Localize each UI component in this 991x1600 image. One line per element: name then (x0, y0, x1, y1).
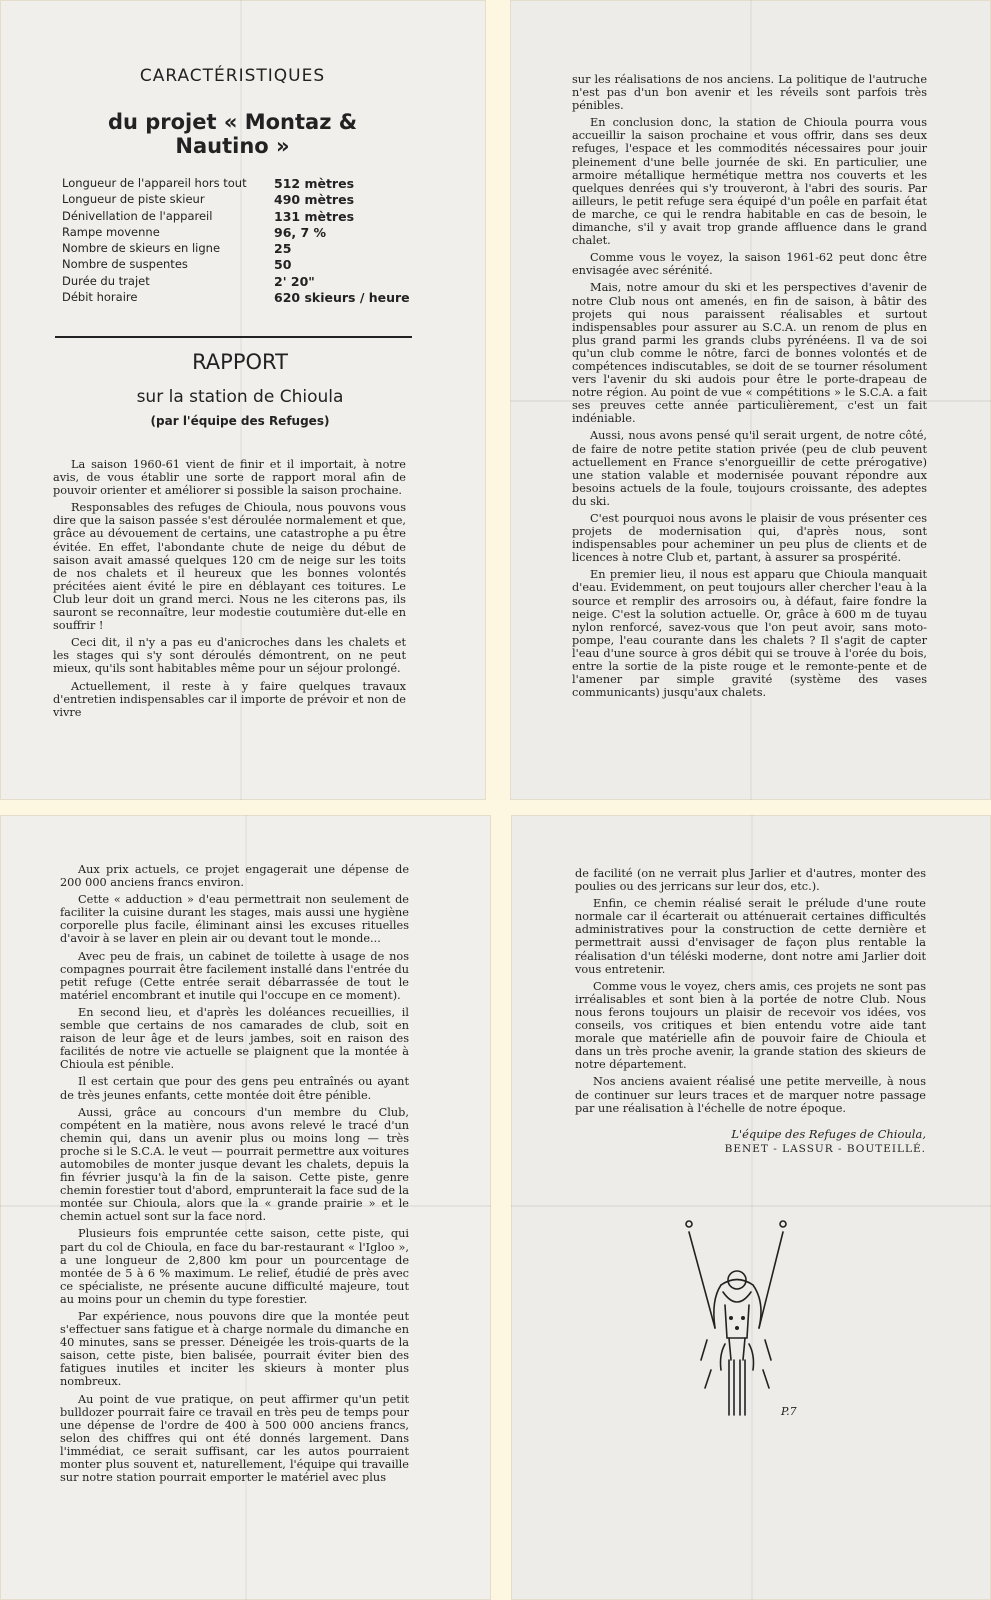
paragraph: Mais, notre amour du ski et les perspectives d'avenir de notre Club nous ont amenés, en fin de saison, à bâtir des projets qui nous paraissent réalisables et surtout indispensables pour assurer au S.C.A. un renom de plus en plus grand parmi les grands clubs pyrénéens. Il va de soi qu'un club comme le nôtre, farci de bonnes volontés et de compétences indiscutables, se doit de se tourner résolument vers l'avenir du ski audois pour être le porte-drapeau de notre région. Au point de vue « compétitions » le S.C.A. a fait ses preuves cette année particulièrement, c'est un fait indéniable. (572, 281, 927, 426)
spec-label: Durée du trajet (62, 273, 150, 288)
spec-row (62, 290, 412, 306)
page-2 (510, 0, 991, 800)
skier-drawing (671, 1210, 801, 1430)
rapport-subtitle: sur la station de Chioula (136, 387, 344, 407)
paragraph: Au point de vue pratique, on peut affirmer qu'un petit bulldozer pourrait faire ce travail en très peu de temps pour une dépense de l'ordre de 400 à 500 000 anciens francs, selon des chiffres qui ont été donnés largement. Dans l'immédiat, ce serait suffisant, car les autos pourraient monter plus souvent et, naturellement, l'équipe qui travaille sur notre station pourrait emporter le matériel avec plus (60, 1392, 409, 1485)
paragraph: En second lieu, et d'après les doléances recueillies, il semble que certains de nos camarades de club, soit en raison de leur âge et de leurs jambes, soit en raison des facilités de notre vie actuelle se plaignent que la montée à Chioula est pénible. (60, 1005, 409, 1072)
spec-row (62, 257, 412, 273)
body-text (53, 458, 406, 723)
spec-value: 131 mètres (274, 208, 355, 224)
paragraph: Ceci dit, il n'y a pas eu d'anicroches dans les chalets et les stages qui s'y sont déroulés démontrent, on ne peut mieux, qu'ils sont habitables même pour un séjour prolongé. (53, 636, 406, 676)
page-4 (511, 815, 991, 1600)
spec-row (62, 225, 412, 241)
paragraph: Enfin, ce chemin réalisé serait le prélude d'une route normale car il écarterait ou atténuerait certaines difficultés administratives pour la construction de cette dernière et permettrait aussi d'envisager de façon plus rentable la réalisation d'un téléski moderne, dont notre ami Jarlier doit vous entretenir. (575, 897, 926, 976)
project-subtitle: du projet « Montaz & Nautino » (107, 110, 358, 158)
caracteristiques-title: CARACTÉRISTIQUES (139, 66, 326, 86)
spec-value: 490 mètres (274, 192, 355, 208)
paragraph: Comme vous le voyez, la saison 1961-62 peut donc être envisagée avec sérénité. (572, 251, 927, 278)
paragraph: En conclusion donc, la station de Chioula pourra vous accueillir la saison prochaine et vous offrir, dans ses deux refuges, l'espace et les commodités nécessaires pour jouir pleinement d'une belle journée de ski. En particulier, une armoire métallique hermétique mettra nos couverts et les quelques denrées qui s'y trouveront, à l'abri des souris. Par ailleurs, le petit refuge sera équipé d'un poêle en parfait état de marche, ce qui le rendra habitable en cas de besoin, le dimanche, s'il y avait trop grande affluence dans le grand chalet. (572, 116, 927, 248)
paragraph: Comme vous le voyez, chers amis, ces projets ne sont pas irréalisables et sont bien à la portée de notre Club. Nous nous ferons toujours un plaisir de recevoir vos idées, vos conseils, vos critiques et bien entendu votre aide tant morale que matérielle afin de pouvoir faire de Chioula et dans un très proche avenir, la grande station des skieurs de notre département. (575, 979, 926, 1072)
paragraph: Responsables des refuges de Chioula, nous pouvons vous dire que la saison passée s'est déroulée normalement et que, grâce au dévouement de certains, une catastrophe a pu être évitée. En effet, l'abondante chute de neige du début de saison avait amassé quelques 120 cm de neige sur les toits de nos chalets et il heureux que les bonnes volontés précitées aient évité le pire en déblayant ces toitures. Le Club leur doit un grand merci. Nous ne les citerons pas, ils sauront se reconnaître, leur modestie coutumière dut-elle en souffrir ! (53, 501, 406, 633)
spec-label: Débit horaire (62, 290, 138, 305)
drawing-initials: P.7 (781, 1405, 797, 1418)
spec-value: 620 skieurs / heure (274, 290, 410, 306)
paragraph: Il est certain que pour des gens peu entraînés ou ayant de très jeunes enfants, cette montée doit être pénible. (60, 1075, 409, 1102)
spec-label: Dénivellation de l'appareil (62, 208, 213, 223)
paragraph: Aux prix actuels, ce projet engagerait une dépense de 200 000 anciens francs environ. (60, 863, 409, 890)
spec-row (62, 176, 412, 192)
spec-value: 96, 7 % (274, 224, 327, 240)
spec-value: 25 (274, 241, 292, 257)
rapport-author: (par l'équipe des Refuges) (150, 414, 330, 428)
signature-names: BENET - LASSUR - BOUTEILLÉ. (724, 1142, 926, 1155)
spec-value: 512 mètres (274, 176, 355, 191)
paragraph: sur les réalisations de nos anciens. La politique de l'autruche n'est pas d'un bon avenir et les réveils sont parfois très pénibles. (572, 73, 927, 113)
paragraph: Aussi, grâce au concours d'un membre du Club, compétent en la matière, nous avons relevé le tracé d'un chemin qui, dans un avenir plus ou moins long — très proche si le S.C.A. le veut — pourrait permettre aux voitures automobiles de monter jusque devant les chalets, depuis la fin février jusqu'à la fin de la saison. Cette piste, genre chemin forestier tout d'abord, emprunterait la face sud de la montée sur Chioula, alors que la « grande prairie » et le chemin actuel sont sur la face nord. (60, 1105, 409, 1224)
paragraph: En premier lieu, il nous est apparu que Chioula manquait d'eau. Evidemment, on peut toujours aller chercher l'eau à la source et remplir des arrosoirs ou, à défaut, faire fondre la neige. C'est la solution actuelle. Or, grâce à 600 m de tuyau nylon renforcé, savez-vous que l'on peut avoir, sans moto-pompe, l'eau courante dans les chalets ? Il s'agit de capter l'eau d'une source à gros débit qui se trouve à l'orée du bois, entre la sortie de la piste rouge et le remonte-pente et de l'amener par simple gravité (système des vases communicants) jusqu'aux chalets. (572, 568, 927, 700)
signature: L'équipe des Refuges de Chioula, (731, 1126, 926, 1141)
paragraph: Nos anciens avaient réalisé une petite merveille, à nous de continuer sur leurs traces et de marquer notre passage par une réalisation à l'échelle de notre époque. (575, 1075, 926, 1115)
spec-label: Rampe movenne (62, 224, 160, 239)
paragraph: Cette « adduction » d'eau permettrait non seulement de faciliter la cuisine durant les stages, mais aussi une hygiène corporelle plus facile, éliminant ainsi les excuses rituelles d'avoir à se laver en plein air ou devant tout le monde... (60, 893, 409, 946)
paragraph: Avec peu de frais, un cabinet de toilette à usage de nos compagnes pourrait être facilement installé dans l'entrée du petit refuge (Cette entrée serait débarrassée de tout le matériel encombrant et inutile qui l'occupe en ce moment). (60, 949, 409, 1002)
spec-label: Nombre de skieurs en ligne (62, 241, 221, 256)
body-text (572, 73, 927, 703)
spec-row (62, 274, 412, 290)
spec-row (62, 209, 412, 225)
page-1 (0, 0, 486, 800)
body-text (575, 867, 926, 1157)
spec-label: Longueur de l'appareil hors tout (62, 176, 247, 190)
spec-row (62, 192, 412, 208)
rapport-title: RAPPORT (192, 350, 288, 374)
spec-row (62, 241, 412, 257)
paragraph: de facilité (on ne verrait plus Jarlier et d'autres, monter des poulies ou des jerricans sur leur dos, etc.). (575, 867, 926, 894)
paragraph: Actuellement, il reste à y faire quelques travaux d'entretien indispensables car il importe de prévoir et non de vivre (53, 679, 406, 719)
paragraph: Par expérience, nous pouvons dire que la montée peut s'effectuer sans fatigue et à charge normale du dimanche en 40 minutes, sans se presser. Déneigée les trois-quarts de la saison, cette piste, bien balisée, pourrait éviter bien des fatigues inutiles et inciter les skieurs à monter plus nombreux. (60, 1310, 409, 1389)
spec-table (62, 176, 412, 306)
spec-label: Nombre de suspentes (62, 257, 188, 272)
divider-rule (55, 336, 412, 338)
paragraph: La saison 1960-61 vient de finir et il importait, à notre avis, de vous établir une sorte de rapport moral afin de pouvoir orienter et améliorer si possible la saison prochaine. (53, 458, 406, 498)
paragraph: C'est pourquoi nous avons le plaisir de vous présenter ces projets de modernisation qui, d'après nous, sont indispensables pour acheminer un peu plus de clients et de licences à notre Club et, partant, à assurer sa prospérité. (572, 512, 927, 565)
spec-label: Longueur de piste skieur (62, 192, 205, 207)
spec-value: 2' 20" (274, 273, 315, 289)
spec-value: 50 (274, 257, 292, 273)
body-text (60, 863, 409, 1488)
paragraph: Plusieurs fois empruntée cette saison, cette piste, qui part du col de Chioula, en face du bar-restaurant « l'Igloo », a une longueur de 2,800 km pour un pourcentage de montée de 5 à 6 % maximum. Le relief, étudié de près avec ce spécialiste, ne présente aucune difficulté majeure, tout au moins pour un chemin du type forestier. (60, 1227, 409, 1306)
page-3 (0, 815, 491, 1600)
paragraph: Aussi, nous avons pensé qu'il serait urgent, de notre côté, de faire de notre petite station privée (peu de club peuvent actuellement en France s'enorgueillir de cette prérogative) une station valable et modernisée pouvant répondre aux besoins actuels de la foule, toujours croissante, des adeptes du ski. (572, 429, 927, 508)
